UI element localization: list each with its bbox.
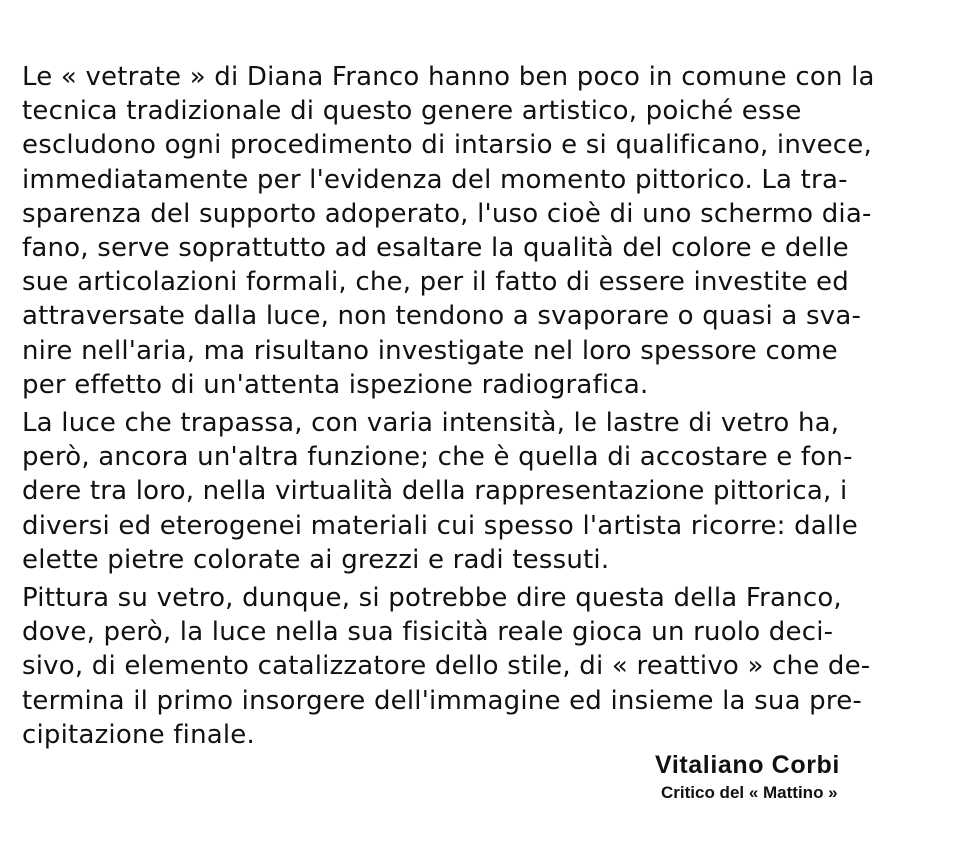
text-line: però, ancora un'altra funzione; che è quella di accostare e fon-	[22, 442, 853, 473]
text-line: tecnica tradizionale di questo genere artistico, poiché esse	[22, 96, 802, 127]
text-line: Le « vetrate » di Diana Franco hanno ben poco in comune con la	[22, 62, 875, 92]
text-line: elette pietre colorate ai grezzi e radi tessuti.	[22, 544, 610, 575]
signature	[655, 750, 840, 806]
text-line: cipitazione finale.	[22, 719, 255, 750]
text-line: fano, serve soprattutto ad esaltare la qualità del colore e delle	[22, 233, 849, 264]
article-text	[22, 60, 942, 752]
text-line: sue articolazioni formali, che, per il fatto di essere investite ed	[22, 267, 849, 298]
text-line: per effetto di un'attenta ispezione radiografica.	[22, 369, 649, 400]
text-line: dove, però, la luce nella sua fisicità reale gioca un ruolo deci-	[22, 617, 834, 648]
text-line: dere tra loro, nella virtualità della rappresentazione pittorica, i	[22, 476, 848, 507]
text-line: escludono ogni procedimento di intarsio e si qualificano, invece,	[22, 130, 872, 161]
text-line: sivo, di elemento catalizzatore dello stile, di « reattivo » che de-	[22, 651, 871, 682]
paragraph	[22, 406, 942, 577]
paragraph	[22, 581, 942, 752]
text-line: La luce che trapassa, con varia intensità, le lastre di vetro ha,	[22, 408, 840, 439]
text-line: Pittura su vetro, dunque, si potrebbe dire questa della Franco,	[22, 583, 842, 614]
text-line: nire nell'aria, ma risultano investigate nel loro spessore come	[22, 335, 838, 366]
text-line: sparenza del supporto adoperato, l'uso cioè di uno schermo dia-	[22, 198, 872, 229]
text-line: termina il primo insorgere dell'immagine ed insieme la sua pre-	[22, 685, 862, 716]
paragraph	[22, 60, 942, 402]
text-line: immediatamente per l'evidenza del momento pittorico. La tra-	[22, 164, 848, 195]
author-role: Critico del « Mattino »	[661, 783, 838, 802]
author-name: Vitaliano Corbi	[655, 751, 840, 779]
text-line: diversi ed eterogenei materiali cui spesso l'artista ricorre: dalle	[22, 510, 858, 541]
text-line: attraversate dalla luce, non tendono a svaporare o quasi a sva-	[22, 301, 862, 332]
